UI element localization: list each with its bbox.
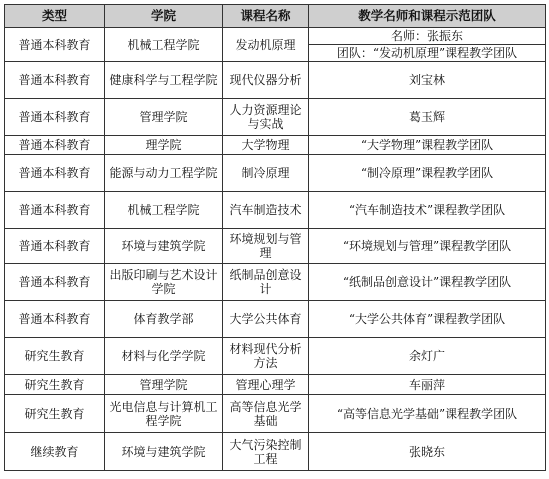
table-row <box>5 62 546 99</box>
team-cell: 刘宝林 <box>309 62 546 99</box>
header-college: 学院 <box>105 5 223 28</box>
type-cell: 普通本科教育 <box>5 301 105 338</box>
type-cell: 普通本科教育 <box>5 229 105 264</box>
team-cell: “高等信息光学基础”课程教学团队 <box>309 395 546 433</box>
table-row <box>5 28 546 62</box>
team-cell: “大学物理”课程教学团队 <box>309 136 546 155</box>
type-cell: 普通本科教育 <box>5 62 105 99</box>
college-cell: 能源与动力工程学院 <box>105 155 223 192</box>
team-cell <box>309 28 546 62</box>
course-cell: 环境规划与管理 <box>223 229 309 264</box>
type-cell: 普通本科教育 <box>5 155 105 192</box>
team-cell: “汽车制造技术”课程教学团队 <box>309 192 546 229</box>
college-cell: 出版印刷与艺术设计学院 <box>105 264 223 301</box>
course-cell: 大气污染控制工程 <box>223 433 309 471</box>
college-cell: 材料与化学学院 <box>105 338 223 375</box>
course-cell: 制冷原理 <box>223 155 309 192</box>
type-cell: 继续教育 <box>5 433 105 471</box>
honors-table <box>4 4 546 471</box>
table-row <box>5 136 546 155</box>
course-cell: 高等信息光学基础 <box>223 395 309 433</box>
table-row <box>5 264 546 301</box>
college-cell: 机械工程学院 <box>105 192 223 229</box>
table-row <box>5 155 546 192</box>
table-row <box>5 338 546 375</box>
course-cell: 管理心理学 <box>223 375 309 395</box>
course-cell: 大学公共体育 <box>223 301 309 338</box>
header-course: 课程名称 <box>223 5 309 28</box>
team-cell: 葛玉辉 <box>309 99 546 136</box>
course-cell: 材料现代分析方法 <box>223 338 309 375</box>
type-cell: 研究生教育 <box>5 375 105 395</box>
table-row <box>5 395 546 433</box>
college-cell: 理学院 <box>105 136 223 155</box>
table-row <box>5 229 546 264</box>
course-cell: 汽车制造技术 <box>223 192 309 229</box>
course-cell: 人力资源理论与实战 <box>223 99 309 136</box>
header-type: 类型 <box>5 5 105 28</box>
table-row <box>5 301 546 338</box>
type-cell: 普通本科教育 <box>5 264 105 301</box>
team-cell: “制冷原理”课程教学团队 <box>309 155 546 192</box>
college-cell: 环境与建筑学院 <box>105 229 223 264</box>
table-row <box>5 192 546 229</box>
team-cell: 张晓东 <box>309 433 546 471</box>
team-cell: “环境规划与管理”课程教学团队 <box>309 229 546 264</box>
type-cell: 研究生教育 <box>5 338 105 375</box>
college-cell: 管理学院 <box>105 99 223 136</box>
header-team: 教学名师和课程示范团队 <box>309 5 546 28</box>
team-cell: “纸制品创意设计”课程教学团队 <box>309 264 546 301</box>
table-row <box>5 99 546 136</box>
college-cell: 体育教学部 <box>105 301 223 338</box>
team-cell: “大学公共体育”课程教学团队 <box>309 301 546 338</box>
course-cell: 发动机原理 <box>223 28 309 62</box>
college-cell: 环境与建筑学院 <box>105 433 223 471</box>
team-cell: 车丽萍 <box>309 375 546 395</box>
team-line-team: 团队：“发动机原理”课程教学团队 <box>309 44 545 61</box>
college-cell: 管理学院 <box>105 375 223 395</box>
type-cell: 普通本科教育 <box>5 136 105 155</box>
college-cell: 健康科学与工程学院 <box>105 62 223 99</box>
type-cell: 普通本科教育 <box>5 99 105 136</box>
type-cell: 普通本科教育 <box>5 192 105 229</box>
table-header-row <box>5 5 546 28</box>
college-cell: 机械工程学院 <box>105 28 223 62</box>
team-cell: 余灯广 <box>309 338 546 375</box>
type-cell: 普通本科教育 <box>5 28 105 62</box>
table-row <box>5 433 546 471</box>
type-cell: 研究生教育 <box>5 395 105 433</box>
college-cell: 光电信息与计算机工程学院 <box>105 395 223 433</box>
team-line-teacher: 名师：张振东 <box>390 29 463 43</box>
table-row <box>5 375 546 395</box>
course-cell: 纸制品创意设计 <box>223 264 309 301</box>
course-cell: 现代仪器分析 <box>223 62 309 99</box>
course-cell: 大学物理 <box>223 136 309 155</box>
